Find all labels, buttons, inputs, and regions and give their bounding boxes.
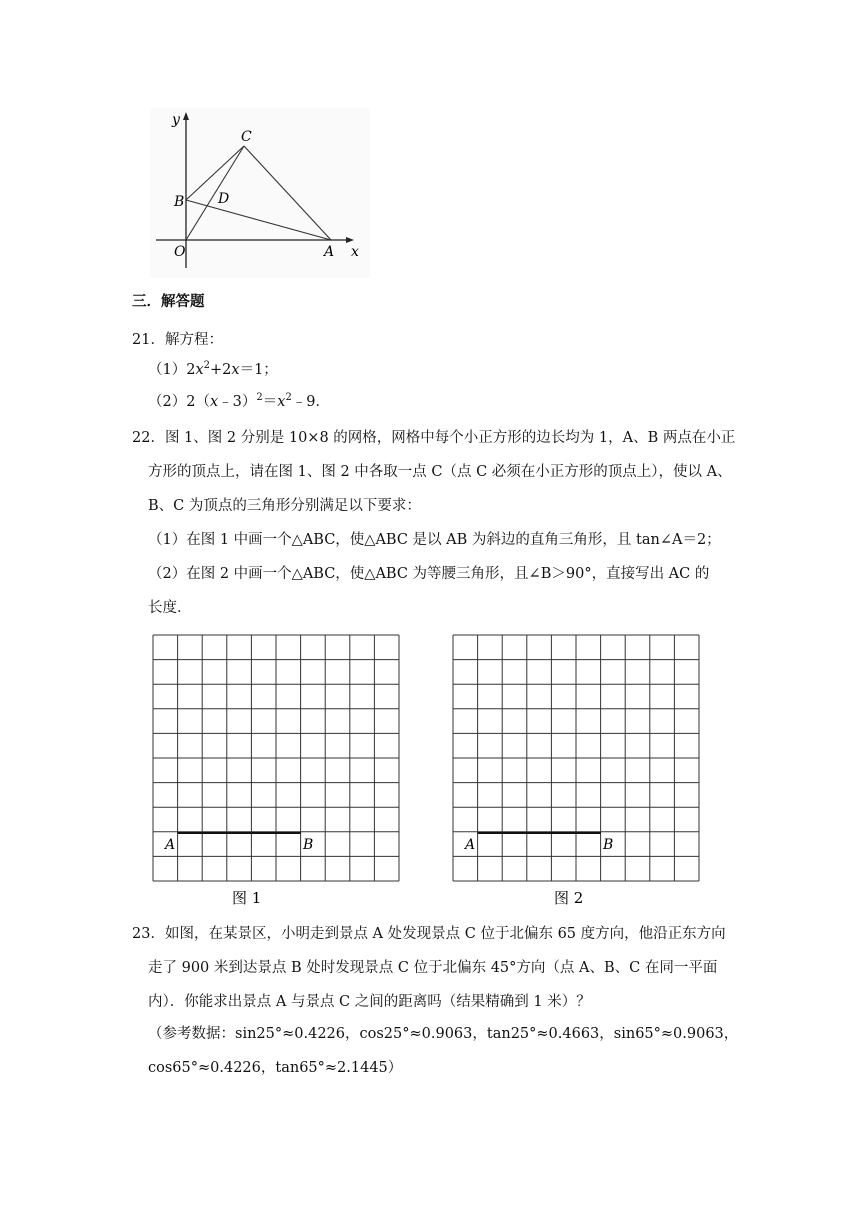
q22-line-1 (132, 428, 735, 448)
grid-figure-2 (450, 630, 710, 910)
q21-heading (132, 330, 223, 350)
q21-prompt: 解方程： (164, 332, 223, 348)
point-o-label: O (174, 244, 186, 260)
q21-part1-exponent: 2 (203, 360, 211, 372)
point-b-label-2: B (603, 837, 614, 853)
q21-part2-exponent2: 2 (285, 392, 292, 404)
q23-reference-line-2: cos65°≈0.4226，tan65°≈2.1445） (148, 1060, 403, 1076)
q23-reference-line-1: （参考数据：sin25°≈0.4226，cos25°≈0.9063，tan25°≈0.4663，sin65°≈0.9063， (148, 1026, 739, 1042)
point-a-label-2: A (465, 837, 476, 853)
point-a-label: A (324, 244, 335, 260)
q22-line-4: （1）在图 1 中画一个△ABC，使△ABC 是以 AB 为斜边的直角三角形，且 tan∠A＝2； (148, 532, 721, 548)
q21-part1-prefix: （1）2 (148, 362, 196, 378)
grid-caption-2: 图 2 (554, 889, 584, 907)
axis-x-label: x (351, 244, 359, 260)
q21-part2-exponent: 2 (256, 392, 263, 404)
q23-line-1 (132, 924, 726, 944)
axis-y-label: y (172, 112, 180, 128)
q21-part2-var2: x (277, 394, 286, 410)
q21-part1-mid: +2 (210, 362, 232, 378)
point-b-label-1: B (303, 837, 314, 853)
q23-number: 23． (132, 926, 165, 942)
point-a-label-1: A (165, 837, 176, 853)
q21-part2-eq: ＝ (262, 394, 278, 410)
q23-line-3: 内）．你能求出景点 A 与景点 C 之间的距离吗（结果精确到 1 米）？ (148, 994, 591, 1010)
coordinate-figure (150, 108, 370, 278)
q21-number: 21． (132, 332, 165, 348)
grid-lines-1 (153, 635, 399, 881)
q21-part1-var2: x (231, 362, 240, 378)
q22-line-6: 长度． (148, 600, 192, 616)
q21-part1-end: ＝1； (239, 362, 278, 378)
q21-part2-mid: ﹣3） (218, 394, 257, 410)
q22-line-3: B、C 为顶点的三角形分别满足以下要求： (148, 498, 421, 514)
q22-line-5: （2）在图 2 中画一个△ABC，使△ABC 为等腰三角形，且∠B＞90°，直接写出 AC 的 (148, 566, 710, 582)
q21-part1 (148, 360, 278, 380)
q22-number: 22． (132, 430, 165, 446)
q21-part1-var: x (195, 362, 204, 378)
grid-figure-1 (150, 630, 410, 910)
grid-caption-1: 图 1 (232, 889, 262, 907)
q22-line-2: 方形的顶点上，请在图 1、图 2 中各取一点 C（点 C 必须在小正方形的顶点上），使以 A、 (148, 464, 732, 480)
q21-part2-prefix: （2）2（ (148, 394, 210, 410)
grid-lines-2 (453, 635, 699, 881)
q22-text-1: 图 1、图 2 分别是 10×8 的网格，网格中每个小正方形的边长均为 1，A、B 两点在小正 (164, 430, 736, 446)
q21-part2-end: ﹣9． (291, 394, 331, 410)
q21-part2-var: x (209, 394, 219, 410)
q23-text-1: 如图，在某景区，小明走到景点 A 处发现景点 C 位于北偏东 65 度方向，他沿正东方向 (164, 926, 726, 942)
q23-line-2: 走了 900 米到达景点 B 处时发现景点 C 位于北偏东 45°方向（点 A、B、C 在同一平面 (148, 960, 718, 976)
point-b-label: B (174, 194, 185, 210)
point-c-label: C (241, 129, 252, 145)
q21-part2 (148, 392, 330, 412)
section-title: 三．解答题 (132, 293, 205, 310)
point-d-label: D (218, 191, 230, 207)
